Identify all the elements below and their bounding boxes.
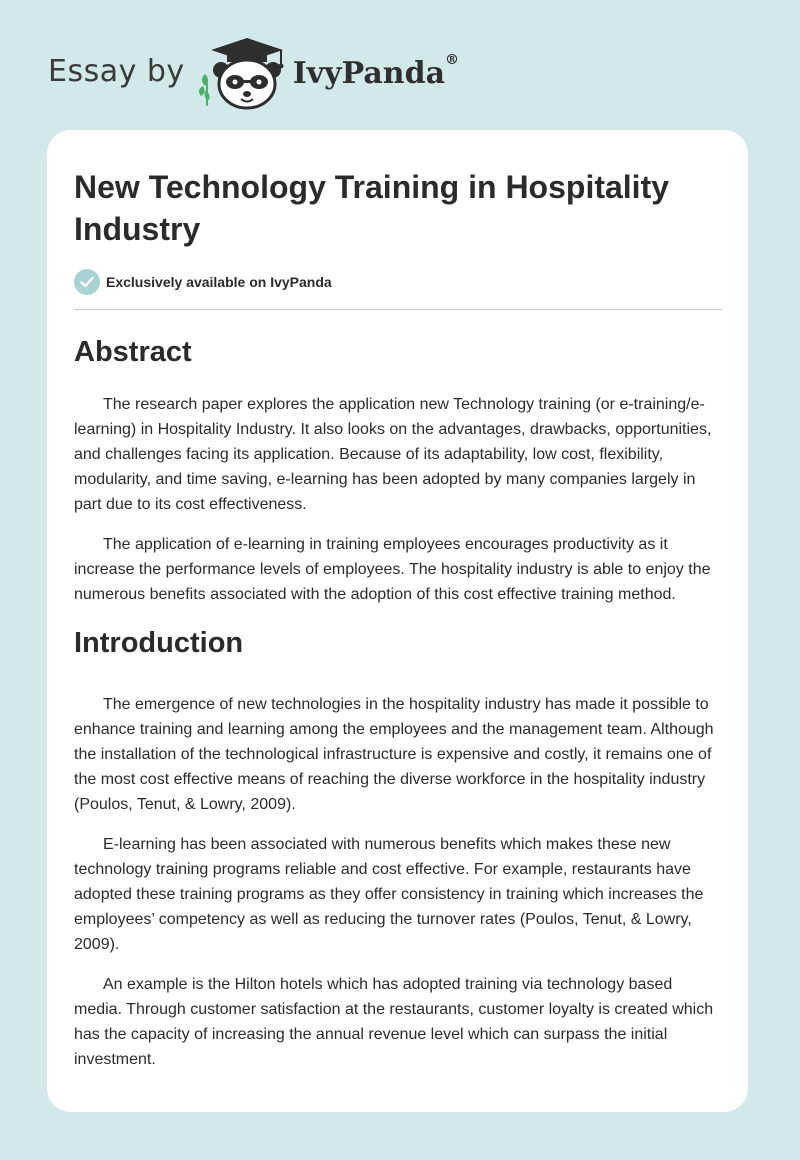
- section-abstract: [74, 332, 722, 607]
- exclusive-badge-label: Exclusively available on IvyPanda: [106, 274, 332, 290]
- panda-logo-icon[interactable]: [197, 36, 289, 112]
- brand-name[interactable]: [292, 51, 460, 91]
- exclusive-badge: [74, 268, 722, 296]
- paragraph: The emergence of new technologies in the hospitality industry has made it possible to enhance training and learning among the employees and the management team. Although the installation of the technological infrastructure is expensive and costly, it remains one of the most cost effective means of reaching the diverse workforce in the hospitality industry (Poulos, Tenut, & Lowry, 2009).: [74, 696, 714, 813]
- paragraph: The application of e-learning in training employees encourages productivity as it increase the performance levels of employees. The hospitality industry is able to enjoy the numerous benefits associated with the adoption of this cost effective training method.: [74, 536, 711, 603]
- site-header: [48, 36, 459, 112]
- paragraph: E-learning has been associated with numerous benefits which makes these new technology training programs reliable and cost effective. For example, restaurants have adopted these training programs as they offer consistency in training which increases the employees’ competency as well as reducing the turnover rates (Poulos, Tenut, & Lowry, 2009).: [74, 836, 704, 953]
- paragraph: The research paper explores the application new Technology training (or e-training/e-learning) in Hospitality Industry. It also looks on the advantages, drawbacks, opportunities, and challenges facing its application. Because of its adaptability, low cost, flexibility, modularity, and time saving, e-learning has been adopted by many companies largely in part due to its cost effectiveness.: [74, 396, 712, 513]
- section-body: [74, 392, 722, 607]
- section-body: [74, 692, 722, 1072]
- check-circle-icon: [74, 269, 100, 295]
- section-heading: Abstract: [74, 336, 192, 368]
- title-divider: [74, 309, 722, 310]
- essay-card: [47, 130, 748, 1112]
- brand-name-text: IvyPanda: [292, 55, 446, 91]
- section-heading: Introduction: [74, 627, 244, 659]
- registered-mark: ®: [445, 51, 460, 68]
- essay-title: New Technology Training in Hospitality Industry: [74, 169, 670, 247]
- paragraph: An example is the Hilton hotels which has adopted training via technology based media. Through customer satisfaction at the restaurants, customer loyalty is created which has the capacity of increasing the annual revenue level which can surpass the initial investment.: [74, 976, 714, 1068]
- section-introduction: [74, 623, 722, 1072]
- essay-by-label: Essay by: [48, 53, 185, 89]
